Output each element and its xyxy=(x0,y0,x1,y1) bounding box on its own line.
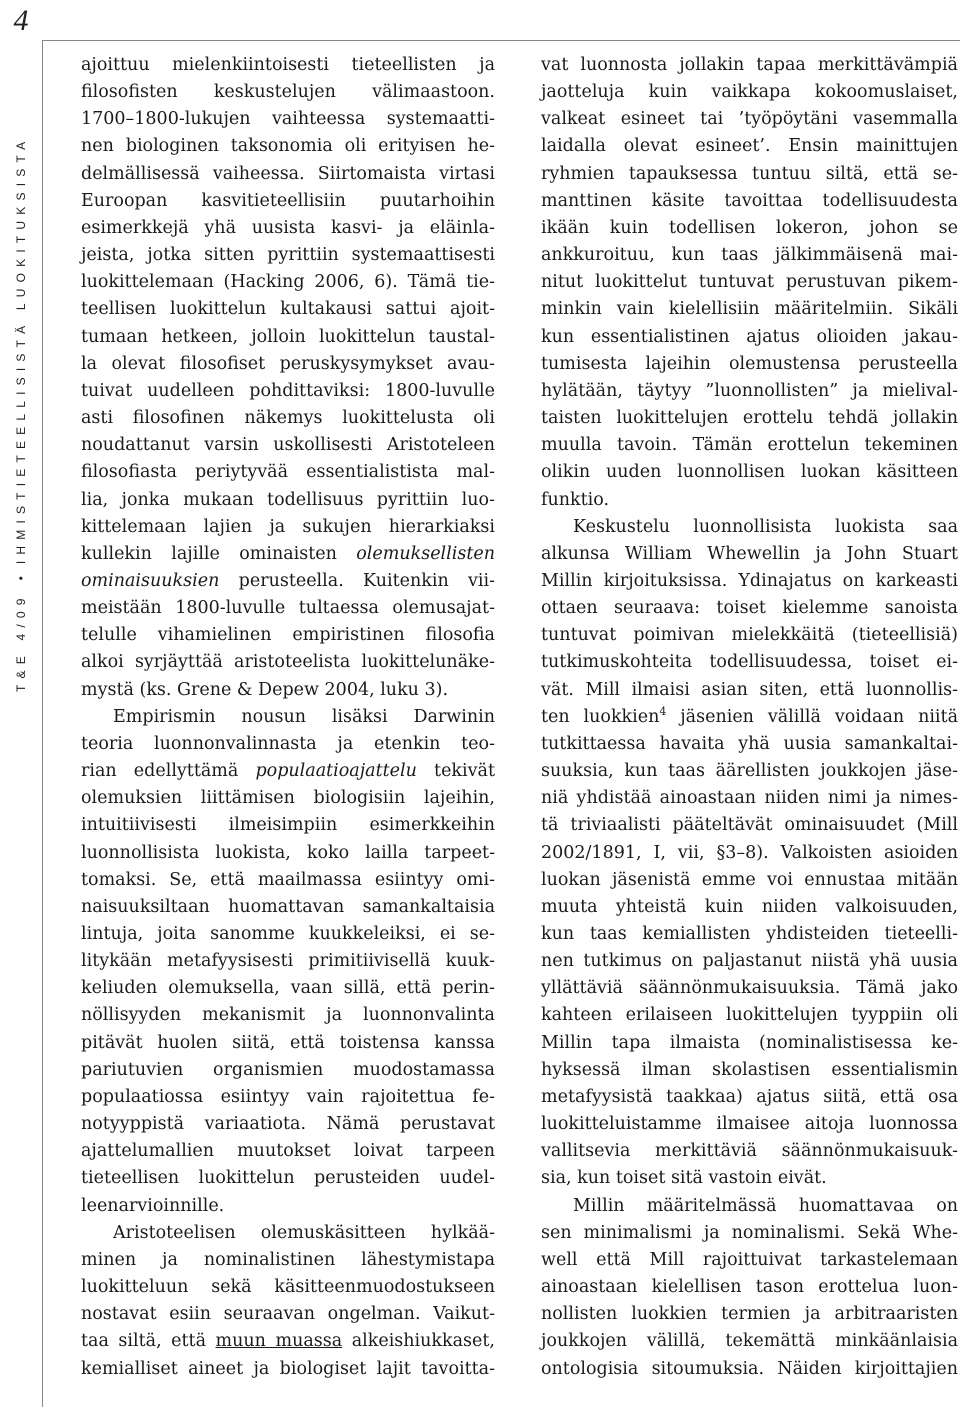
text-line: nitut luokittelut tuntuvat perustuvan pikem- xyxy=(541,272,958,293)
top-rule xyxy=(42,40,960,41)
text-line: 1700–1800-lukujen vaihteessa systemaatti- xyxy=(81,109,495,130)
text-line: ryhmien tapauksessa tuntuu siltä, että se- xyxy=(541,163,958,184)
text-line: jaotteluja kuin vaikkapa kokoomuslaiset, xyxy=(541,82,958,103)
text-line: ottaen seuraava: toiset kielemme sanoista xyxy=(541,598,958,619)
text-line xyxy=(81,568,495,595)
text-line: kun essentialistinen ajatus olioiden jakau- xyxy=(541,326,958,347)
text-line: valkeat esineet tai ’työpöytäni vasemmalla xyxy=(541,109,958,130)
text-line: 2002/1891, I, vii, §3–8). Valkoisten asioiden xyxy=(541,842,958,863)
text-line xyxy=(541,704,958,731)
text-line: naisuuksiltaan huomattavan samankaltaisia xyxy=(81,896,495,917)
text-line: mystä (ks. Grene & Depew 2004, luku 3). xyxy=(81,679,449,700)
text-line: Millin tapa ilmaista (nominalistisessa ke- xyxy=(541,1032,958,1053)
text-line xyxy=(81,758,495,785)
text-line: hylätään, täytyy ”luonnollisten” ja mielival- xyxy=(541,380,958,401)
text-line: notyyppistä variaatiota. Nämä perustavat xyxy=(81,1114,495,1135)
text-line: luonnollisista luokista, koko lailla tarpeet- xyxy=(81,842,495,863)
text-line: minkin vain kielellisiin määritelmiin. Sikäli xyxy=(541,299,958,320)
text-line: luokitteluun sekä käsitteenmuodostukseen xyxy=(81,1277,495,1298)
text-line: tomaksi. Se, että maailmassa esiintyy omi- xyxy=(81,869,495,890)
text-line: kemialliset aineet ja biologiset lajit tavoitta- xyxy=(81,1358,495,1379)
text-line: filosofisten keskustelujen välimaastoon. xyxy=(81,82,495,103)
text-line: tuivat uudelleen pohdittaviksi: 1800-luvulle xyxy=(81,380,495,401)
text-line: nen biologinen taksonomia oli erityisen he- xyxy=(81,136,495,157)
text-line: Aristoteelisen olemuskäsitteen hylkää- xyxy=(113,1222,495,1243)
text-line: funktio. xyxy=(541,489,610,510)
text-line: kittelemaan lajien ja sukujen hierarkiaksi xyxy=(81,516,495,537)
text-line: sia, kun toiset sitä vastoin eivät. xyxy=(541,1168,827,1189)
text-segment: rian edellyttämä xyxy=(81,761,256,782)
text-segment: perusteella. Kuitenkin vii- xyxy=(219,570,495,591)
text-line: well että Mill rajoittuivat tarkastelemaan xyxy=(541,1249,958,1270)
text-line: jeista, jotka sitten pyrittiin systemaattisesti xyxy=(81,245,495,266)
text-line: la olevat filosofiset peruskysymykset avau- xyxy=(81,353,495,374)
text-line: alkoi syrjäyttää aristoteelista luokittelunäke- xyxy=(81,652,495,673)
text-line: filosofiasta periytyvää essentialistista mal- xyxy=(81,462,495,483)
text-line: metafyysistä taakkaa) ajatus siitä, että osa xyxy=(541,1086,958,1107)
text-line: populaatiossa esiintyy vain rajoitettua fe- xyxy=(81,1086,495,1107)
text-line: Millin kirjoituksissa. Ydinajatus on karkeasti xyxy=(541,570,958,591)
text-line: ikään kuin todellisen lokeron, johon se xyxy=(541,217,958,238)
text-line: vät. Mill ilmaisi asian siten, että luonnollis- xyxy=(541,679,958,700)
italic-term: olemuksellisten xyxy=(356,543,495,564)
text-line: tutkittaessa havaita yhä uusia samankaltai- xyxy=(541,733,958,754)
text-line: luokan jäsenistä emme voi ennustaa mitään xyxy=(541,869,958,890)
right-column xyxy=(541,52,958,1383)
text-line: lintuja, joita sanomme kuukkeleiksi, ei se- xyxy=(81,924,495,944)
text-line: Euroopan kasvitieteellisiin puutarhoihin xyxy=(81,190,495,211)
text-line: teellisen luokittelun kultakausi sattui ajoit- xyxy=(81,299,495,320)
text-line: ajattelumallien muutokset loivat tarpeen xyxy=(81,1141,495,1162)
text-line: meistään 1800-luvulle tultaessa olemusajat- xyxy=(81,598,495,619)
text-line: manttinen käsite tavoittaa todellisuudesta xyxy=(541,190,958,211)
left-column xyxy=(81,52,495,1383)
text-line: kahteen erilaiseen luokittelujen tyyppiin oli xyxy=(541,1005,958,1026)
text-line: Millin määritelmässä huomattavaa on xyxy=(573,1195,958,1216)
text-line: yllättäviä säännönmukaisuuksia. Tämä jako xyxy=(541,978,958,999)
journal-issue: T&E 4/09 xyxy=(14,592,28,692)
text-segment: tekivät xyxy=(416,761,495,782)
text-segment: kullekin lajille ominaisten xyxy=(81,543,357,564)
text-line: tieteellisen luokittelun perusteiden uudel- xyxy=(81,1168,495,1189)
text-line: muulla tavoin. Tämän erottelun tekeminen xyxy=(541,435,958,456)
text-line: laidalla olevat esineet’. Ensin mainittujen xyxy=(541,136,958,157)
text-line: esimerkkejä yhä uusista kasvi- ja eläinla- xyxy=(81,217,495,238)
text-line: intuitiivisesti ilmeisimpiin esimerkkeihin xyxy=(81,815,495,836)
text-line: ajoittuu mielenkiintoisesti tieteellisten ja xyxy=(81,55,495,75)
text-line: pariutuvien organismien muodostamassa xyxy=(81,1059,495,1080)
text-line xyxy=(81,1328,495,1355)
text-line: noudattanut varsin uskollisesti Aristoteleen xyxy=(81,435,495,456)
text-line: kun taas kemiallisten yhdisteiden tieteelli- xyxy=(541,924,958,944)
text-line: tuntuvat poimivan mielekkäitä (tieteellisiä) xyxy=(541,625,958,646)
text-line: tutkimuskohteita todellisuudessa, toiset ei- xyxy=(541,652,958,673)
section-title: IHMISTIETEELLISISTÄ LUOKITUKSISTA xyxy=(14,135,28,565)
text-line: ainoastaan kielellisen tason erottelua luon- xyxy=(541,1277,958,1298)
text-line xyxy=(81,541,495,568)
text-line: nollisten luokkien termien ja arbitraaristen xyxy=(541,1304,958,1325)
text-line: nen tutkimus on paljastanut niistä yhä uusia xyxy=(541,951,958,972)
running-header xyxy=(0,47,42,1407)
text-line: asti filosofinen näkemys luokittelusta oli xyxy=(81,408,495,429)
text-line: litykään metafyysisesti primitiivisellä kuuk- xyxy=(81,951,495,972)
footnote-marker: 4 xyxy=(659,704,667,718)
text-line: nöllisyyden mekanismit ja luonnonvalinta xyxy=(81,1005,495,1026)
text-line: nostavat esiin seuraavan ongelman. Vaikut- xyxy=(81,1304,495,1325)
text-line: leenarvioinnille. xyxy=(81,1195,225,1216)
text-line: hyksessä ilman skolastisen essentialismin xyxy=(541,1059,958,1080)
text-line: vallitsevia merkittäviä säännönmukaisuuk- xyxy=(541,1141,958,1162)
text-line: minen ja nominalistinen lähestymistapa xyxy=(81,1249,495,1270)
text-line: ontologisia sitoumuksia. Näiden kirjoittajien xyxy=(541,1358,958,1379)
text-line: tumisesta lajeihin olemustensa perusteella xyxy=(541,353,958,374)
text-line: joukkojen välillä, tekemättä minkäänlaisia xyxy=(541,1331,958,1352)
text-line: Empirismin nousun lisäksi Darwinin xyxy=(113,706,495,727)
text-line: taisten luokittelujen erottelu tehdä jollakin xyxy=(541,408,958,429)
text-line: alkunsa William Whewellin ja John Stuart xyxy=(541,543,958,564)
italic-term: populaatioajattelu xyxy=(255,761,417,782)
separator-dot: • xyxy=(14,576,28,581)
text-line: teoria luonnonvalinnasta ja etenkin teo- xyxy=(81,733,495,754)
text-segment: ten luokkien xyxy=(541,706,660,727)
text-segment: jäsenien välillä voidaan niitä xyxy=(666,706,958,727)
text-line: sen minimalismi ja nominalismi. Sekä Whe- xyxy=(541,1222,958,1243)
text-line: telulle vihamielinen empiristinen filosofia xyxy=(81,625,495,646)
text-line: muuta yhteistä kuin niiden valkoisuuden, xyxy=(541,896,958,917)
text-line: luokittelemaan (Hacking 2006, 6). Tämä tie- xyxy=(81,272,495,293)
text-line: ankkuroituu, kun taas jälkimmäisenä mai- xyxy=(541,245,958,266)
text-segment: taa siltä, että xyxy=(81,1331,216,1352)
side-rule xyxy=(42,40,43,1407)
text-line: pitävät huolen siitä, että toistensa kanssa xyxy=(81,1032,495,1053)
text-line: luokitteluistamme ilmaisee aitoja luonnossa xyxy=(541,1114,958,1135)
underlined-term: muun muassa xyxy=(215,1331,343,1352)
text-line: delmällisessä vaiheessa. Siirtomaista virtasi xyxy=(81,163,495,184)
text-line: tumaan hetkeen, jolloin luokittelun taustal- xyxy=(81,326,495,347)
text-line: keliuden olemuksella, vaan sillä, että perin- xyxy=(81,978,495,999)
text-segment: alkeishiukkaset, xyxy=(342,1331,495,1352)
text-line: vat luonnosta jollakin tapaa merkittävämpiä xyxy=(541,55,958,75)
text-line: olikin uuden luonnollisen luokan käsitteen xyxy=(541,462,958,483)
text-line: suuksia, kun taas äärellisten joukkojen jäse- xyxy=(541,761,958,782)
text-line: Keskustelu luonnollisista luokista saa xyxy=(573,516,958,537)
text-line: niä yhdistää ainoastaan niiden nimi ja nimes- xyxy=(541,788,958,809)
text-line: olemuksien liittämisen biologisiin lajeihin, xyxy=(81,788,495,809)
text-line: lia, jonka mukaan todellisuus pyrittiin luo- xyxy=(81,489,495,510)
italic-term: ominaisuuksien xyxy=(81,570,220,591)
page-number: 4 xyxy=(13,4,29,37)
text-line: tä triviaalisti pääteltävät ominaisuudet (Mill xyxy=(541,815,958,836)
